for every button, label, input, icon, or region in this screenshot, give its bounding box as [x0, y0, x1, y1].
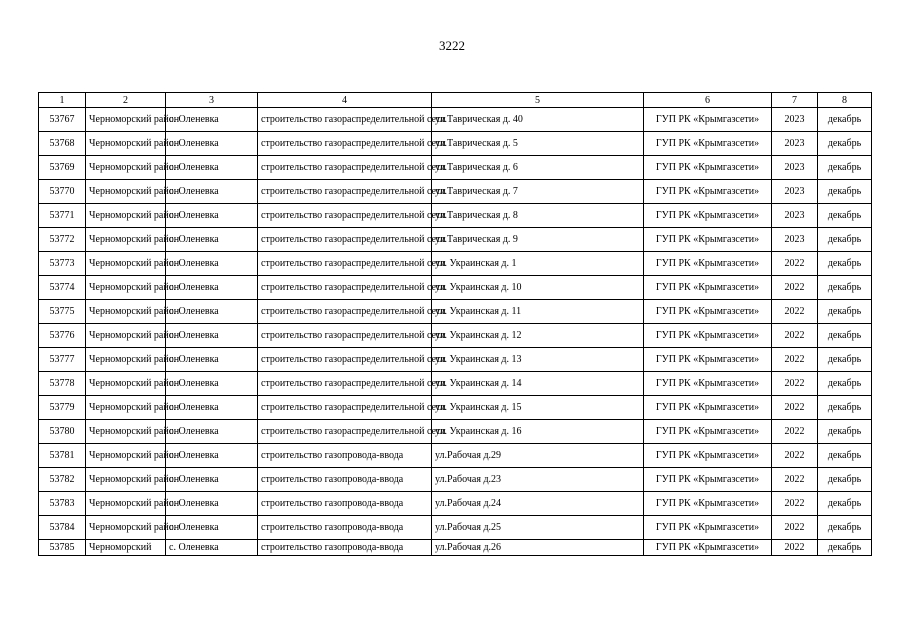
address-cell: ул. Украинская д. 14 [432, 372, 644, 396]
month-cell: декабрь [818, 300, 872, 324]
table-row [39, 132, 872, 156]
month-cell: декабрь [818, 468, 872, 492]
district-cell: Черноморский район [86, 276, 166, 300]
organization-cell: ГУП РК «Крымгазсети» [644, 228, 772, 252]
month-cell: декабрь [818, 444, 872, 468]
year-cell: 2023 [772, 156, 818, 180]
village-cell: с. Оленевка [166, 276, 258, 300]
table-row [39, 108, 872, 132]
row-number-cell: 53785 [39, 540, 86, 556]
year-cell: 2022 [772, 300, 818, 324]
village-cell: с. Оленевка [166, 348, 258, 372]
column-header: 7 [772, 93, 818, 108]
month-cell: декабрь [818, 324, 872, 348]
row-number-cell: 53767 [39, 108, 86, 132]
row-number-cell: 53774 [39, 276, 86, 300]
organization-cell: ГУП РК «Крымгазсети» [644, 300, 772, 324]
table-row [39, 204, 872, 228]
column-header: 6 [644, 93, 772, 108]
row-number-cell: 53771 [39, 204, 86, 228]
address-cell: ул.Таврическая д. 40 [432, 108, 644, 132]
address-cell: ул.Рабочая д.26 [432, 540, 644, 556]
district-cell: Черноморский район [86, 516, 166, 540]
table-row [39, 372, 872, 396]
village-cell: с. Оленевка [166, 300, 258, 324]
row-number-cell: 53777 [39, 348, 86, 372]
work-type-cell: строительство газопровода-ввода [258, 492, 432, 516]
year-cell: 2022 [772, 444, 818, 468]
organization-cell: ГУП РК «Крымгазсети» [644, 180, 772, 204]
column-header: 2 [86, 93, 166, 108]
row-number-cell: 53768 [39, 132, 86, 156]
month-cell: декабрь [818, 252, 872, 276]
organization-cell: ГУП РК «Крымгазсети» [644, 420, 772, 444]
row-number-cell: 53779 [39, 396, 86, 420]
column-header: 5 [432, 93, 644, 108]
village-cell: с. Оленевка [166, 252, 258, 276]
row-number-cell: 53775 [39, 300, 86, 324]
row-number-cell: 53784 [39, 516, 86, 540]
village-cell: с. Оленевка [166, 132, 258, 156]
month-cell: декабрь [818, 276, 872, 300]
village-cell: с. Оленевка [166, 324, 258, 348]
month-cell: декабрь [818, 228, 872, 252]
registry-table [38, 92, 872, 556]
address-cell: ул.Рабочая д.29 [432, 444, 644, 468]
month-cell: декабрь [818, 108, 872, 132]
organization-cell: ГУП РК «Крымгазсети» [644, 492, 772, 516]
month-cell: декабрь [818, 204, 872, 228]
work-type-cell: строительство газораспределительной сети [258, 228, 432, 252]
table-row [39, 444, 872, 468]
work-type-cell: строительство газопровода-ввода [258, 540, 432, 556]
month-cell: декабрь [818, 348, 872, 372]
table-row [39, 252, 872, 276]
work-type-cell: строительство газораспределительной сети [258, 156, 432, 180]
month-cell: декабрь [818, 156, 872, 180]
district-cell: Черноморский район [86, 132, 166, 156]
organization-cell: ГУП РК «Крымгазсети» [644, 396, 772, 420]
row-number-cell: 53781 [39, 444, 86, 468]
year-cell: 2022 [772, 276, 818, 300]
organization-cell: ГУП РК «Крымгазсети» [644, 324, 772, 348]
work-type-cell: строительство газораспределительной сети [258, 108, 432, 132]
row-number-cell: 53769 [39, 156, 86, 180]
village-cell: с. Оленевка [166, 204, 258, 228]
month-cell: декабрь [818, 492, 872, 516]
village-cell: с. Оленевка [166, 396, 258, 420]
village-cell: с. Оленевка [166, 444, 258, 468]
page-number: 3222 [439, 38, 465, 53]
month-cell: декабрь [818, 396, 872, 420]
table-row [39, 348, 872, 372]
table-row [39, 228, 872, 252]
address-cell: ул.Таврическая д. 9 [432, 228, 644, 252]
table-row [39, 276, 872, 300]
column-header: 8 [818, 93, 872, 108]
address-cell: ул.Рабочая д.24 [432, 492, 644, 516]
table-row [39, 324, 872, 348]
address-cell: ул. Украинская д. 13 [432, 348, 644, 372]
year-cell: 2022 [772, 468, 818, 492]
table-row [39, 396, 872, 420]
work-type-cell: строительство газопровода-ввода [258, 516, 432, 540]
address-cell: ул.Таврическая д. 6 [432, 156, 644, 180]
district-cell: Черноморский район [86, 492, 166, 516]
address-cell: ул.Таврическая д. 7 [432, 180, 644, 204]
year-cell: 2022 [772, 516, 818, 540]
address-cell: ул. Украинская д. 11 [432, 300, 644, 324]
month-cell: декабрь [818, 372, 872, 396]
table-row [39, 540, 872, 556]
work-type-cell: строительство газораспределительной сети [258, 132, 432, 156]
work-type-cell: строительство газопровода-ввода [258, 468, 432, 492]
district-cell: Черноморский район [86, 156, 166, 180]
organization-cell: ГУП РК «Крымгазсети» [644, 156, 772, 180]
district-cell: Черноморский район [86, 108, 166, 132]
district-cell: Черноморский район [86, 204, 166, 228]
month-cell: декабрь [818, 540, 872, 556]
row-number-cell: 53773 [39, 252, 86, 276]
year-cell: 2022 [772, 324, 818, 348]
year-cell: 2022 [772, 492, 818, 516]
address-cell: ул.Рабочая д.23 [432, 468, 644, 492]
row-number-cell: 53772 [39, 228, 86, 252]
table-row [39, 420, 872, 444]
year-cell: 2023 [772, 108, 818, 132]
organization-cell: ГУП РК «Крымгазсети» [644, 468, 772, 492]
month-cell: декабрь [818, 420, 872, 444]
year-cell: 2022 [772, 348, 818, 372]
district-cell: Черноморский район [86, 348, 166, 372]
district-cell: Черноморский район [86, 324, 166, 348]
district-cell: Черноморский район [86, 468, 166, 492]
organization-cell: ГУП РК «Крымгазсети» [644, 444, 772, 468]
district-cell: Черноморский район [86, 228, 166, 252]
table-row [39, 516, 872, 540]
district-cell: Черноморский район [86, 252, 166, 276]
year-cell: 2022 [772, 252, 818, 276]
address-cell: ул. Украинская д. 12 [432, 324, 644, 348]
year-cell: 2022 [772, 420, 818, 444]
organization-cell: ГУП РК «Крымгазсети» [644, 108, 772, 132]
organization-cell: ГУП РК «Крымгазсети» [644, 204, 772, 228]
village-cell: с. Оленевка [166, 516, 258, 540]
row-number-cell: 53783 [39, 492, 86, 516]
row-number-cell: 53770 [39, 180, 86, 204]
district-cell: Черноморский район [86, 420, 166, 444]
work-type-cell: строительство газораспределительной сети [258, 300, 432, 324]
organization-cell: ГУП РК «Крымгазсети» [644, 372, 772, 396]
month-cell: декабрь [818, 132, 872, 156]
village-cell: с. Оленевка [166, 492, 258, 516]
address-cell: ул.Таврическая д. 5 [432, 132, 644, 156]
column-header: 4 [258, 93, 432, 108]
work-type-cell: строительство газораспределительной сети [258, 204, 432, 228]
village-cell: с. Оленевка [166, 108, 258, 132]
column-header: 1 [39, 93, 86, 108]
table-row [39, 300, 872, 324]
organization-cell: ГУП РК «Крымгазсети» [644, 252, 772, 276]
organization-cell: ГУП РК «Крымгазсети» [644, 276, 772, 300]
address-cell: ул. Украинская д. 15 [432, 396, 644, 420]
district-cell: Черноморский район [86, 180, 166, 204]
work-type-cell: строительство газораспределительной сети [258, 396, 432, 420]
address-cell: ул. Украинская д. 10 [432, 276, 644, 300]
district-cell: Черноморский район [86, 444, 166, 468]
row-number-cell: 53780 [39, 420, 86, 444]
organization-cell: ГУП РК «Крымгазсети» [644, 516, 772, 540]
village-cell: с. Оленевка [166, 156, 258, 180]
address-cell: ул. Украинская д. 16 [432, 420, 644, 444]
work-type-cell: строительство газораспределительной сети [258, 276, 432, 300]
year-cell: 2022 [772, 540, 818, 556]
table-row [39, 492, 872, 516]
district-cell: Черноморский [86, 540, 166, 556]
address-cell: ул.Рабочая д.25 [432, 516, 644, 540]
table-row [39, 180, 872, 204]
year-cell: 2022 [772, 372, 818, 396]
village-cell: с. Оленевка [166, 180, 258, 204]
village-cell: с. Оленевка [166, 540, 258, 556]
year-cell: 2023 [772, 180, 818, 204]
work-type-cell: строительство газораспределительной сети [258, 180, 432, 204]
work-type-cell: строительство газораспределительной сети [258, 348, 432, 372]
work-type-cell: строительство газораспределительной сети [258, 324, 432, 348]
table-row [39, 156, 872, 180]
work-type-cell: строительство газопровода-ввода [258, 444, 432, 468]
district-cell: Черноморский район [86, 300, 166, 324]
work-type-cell: строительство газораспределительной сети [258, 420, 432, 444]
organization-cell: ГУП РК «Крымгазсети» [644, 348, 772, 372]
month-cell: декабрь [818, 180, 872, 204]
district-cell: Черноморский район [86, 396, 166, 420]
work-type-cell: строительство газораспределительной сети [258, 372, 432, 396]
village-cell: с. Оленевка [166, 468, 258, 492]
row-number-cell: 53778 [39, 372, 86, 396]
year-cell: 2023 [772, 132, 818, 156]
row-number-cell: 53776 [39, 324, 86, 348]
village-cell: с. Оленевка [166, 228, 258, 252]
month-cell: декабрь [818, 516, 872, 540]
row-number-cell: 53782 [39, 468, 86, 492]
district-cell: Черноморский район [86, 372, 166, 396]
year-cell: 2023 [772, 228, 818, 252]
work-type-cell: строительство газораспределительной сети [258, 252, 432, 276]
village-cell: с. Оленевка [166, 372, 258, 396]
organization-cell: ГУП РК «Крымгазсети» [644, 132, 772, 156]
address-cell: ул. Украинская д. 1 [432, 252, 644, 276]
village-cell: с. Оленевка [166, 420, 258, 444]
column-header: 3 [166, 93, 258, 108]
table-row [39, 468, 872, 492]
year-cell: 2022 [772, 396, 818, 420]
organization-cell: ГУП РК «Крымгазсети» [644, 540, 772, 556]
address-cell: ул.Таврическая д. 8 [432, 204, 644, 228]
header-row [39, 93, 872, 108]
year-cell: 2023 [772, 204, 818, 228]
